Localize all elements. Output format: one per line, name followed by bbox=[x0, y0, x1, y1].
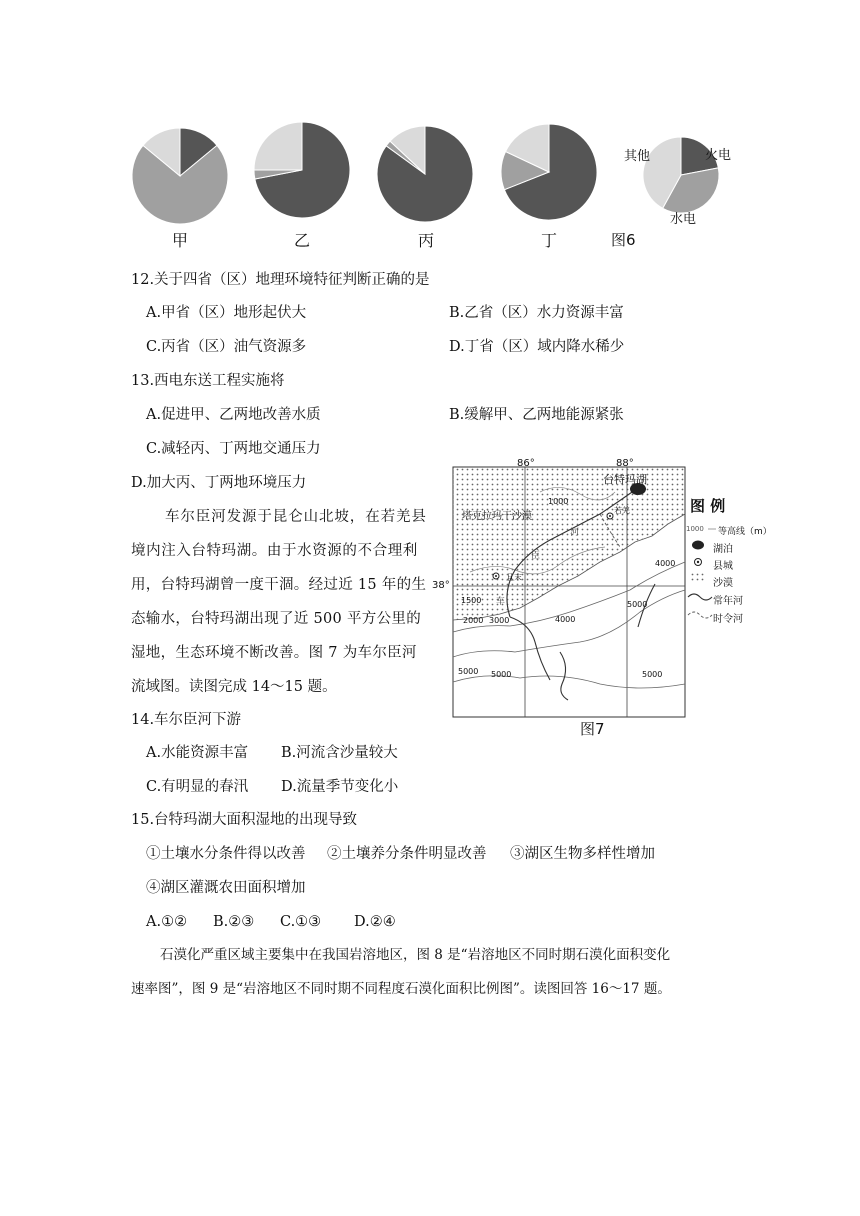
legend-lake-text: 湖泊 bbox=[713, 544, 733, 555]
contour-5000-b: 5000 bbox=[458, 667, 479, 676]
label-desert: 塔克拉玛干沙漠 bbox=[462, 511, 532, 522]
legend-river-text: 常年河 bbox=[713, 596, 743, 607]
lon-86: 86° bbox=[517, 458, 535, 469]
legend-contour-sample: 1000 bbox=[686, 525, 704, 533]
legend-pie-label-hydro: 水电 bbox=[670, 212, 697, 227]
legend-river-glyph bbox=[688, 594, 712, 600]
legend-desert-glyph bbox=[690, 573, 706, 583]
label-qiemo: 且末 bbox=[506, 573, 522, 582]
label-taitema-lake: 台特玛湖 bbox=[603, 473, 647, 486]
contour-5000-a: 5000 bbox=[627, 600, 648, 609]
contour-1500: 1500 bbox=[461, 596, 482, 605]
q14-option-a: A.水能资源丰富 bbox=[146, 745, 249, 761]
lon-88: 88° bbox=[616, 458, 634, 469]
q15-option-c: C.①③ bbox=[280, 914, 322, 930]
legend-pie-label-thermal: 火电 bbox=[705, 148, 732, 163]
figure-7-caption: 图7 bbox=[580, 720, 605, 738]
q14-option-b: B.河流含沙量较大 bbox=[281, 745, 398, 761]
contour-2000: 2000 bbox=[463, 616, 484, 625]
q13-option-b: B.缓解甲、乙两地能源紧张 bbox=[449, 407, 624, 423]
contour-5000-c: 5000 bbox=[491, 670, 512, 679]
lat-38: 38° bbox=[432, 580, 450, 591]
q13-option-c: C.减轻丙、丁两地交通压力 bbox=[146, 441, 321, 457]
legend-town-text: 县城 bbox=[713, 561, 733, 572]
passage2-line-2: 速率图”，图 9 是“岩溶地区不同时期不同程度石漠化面积比例图”。读图回答 16～17 题。 bbox=[131, 981, 671, 997]
label-river-chen: 臣 bbox=[531, 551, 541, 561]
passage1-line-4: 态输水，台特玛湖出现了近 500 平方公里的 bbox=[131, 611, 421, 627]
pie-label-yi: 乙 bbox=[294, 231, 311, 250]
q15-statement-1: ①土壤水分条件得以改善 bbox=[146, 846, 306, 862]
contour-5000-d: 5000 bbox=[642, 670, 663, 679]
figure-6-caption: 图6 bbox=[611, 231, 636, 249]
contour-4000-b: 4000 bbox=[655, 559, 676, 568]
passage1-line-2: 境内注入台特玛湖。由于水资源的不合理利 bbox=[131, 543, 418, 559]
legend-lake-glyph bbox=[692, 541, 704, 550]
q14-option-c: C.有明显的春汛 bbox=[146, 779, 249, 795]
passage1-line-5: 湿地，生态环境不断改善。图 7 为车尔臣河 bbox=[131, 645, 417, 661]
contour-1000: 1000 bbox=[548, 497, 569, 506]
figure-6-pies bbox=[0, 0, 860, 240]
q15-statement-2: ②土壤养分条件明显改善 bbox=[327, 846, 487, 862]
q12-option-a: A.甲省（区）地形起伏大 bbox=[146, 305, 307, 321]
q12-option-b: B.乙省（区）水力资源丰富 bbox=[449, 305, 624, 321]
q15-statement-3: ③湖区生物多样性增加 bbox=[510, 846, 655, 862]
pie-label-jia: 甲 bbox=[172, 231, 189, 250]
pie-label-bing: 丙 bbox=[418, 231, 435, 250]
passage2-line-1: 石漠化严重区域主要集中在我国岩溶地区，图 8 是“岩溶地区不同时期石漠化面积变化 bbox=[160, 947, 671, 963]
label-ruoqiang: 若羌 bbox=[614, 506, 630, 515]
q15-option-b: B.②③ bbox=[213, 914, 255, 930]
q12-option-d: D.丁省（区）域内降水稀少 bbox=[449, 339, 625, 355]
label-river-he: 河 bbox=[570, 528, 580, 538]
q12-stem: 12.关于四省（区）地理环境特征判断正确的是 bbox=[131, 272, 430, 288]
q13-stem: 13.西电东送工程实施将 bbox=[131, 373, 285, 389]
pie-label-ding: 丁 bbox=[541, 231, 558, 250]
map-legend-title: 图 例 bbox=[690, 497, 726, 515]
passage1-line-1: 车尔臣河发源于昆仑山北坡，在若羌县 bbox=[165, 509, 427, 525]
q13-option-a: A.促进甲、乙两地改善水质 bbox=[146, 407, 321, 423]
legend-seasonal-glyph bbox=[688, 612, 712, 618]
q14-stem: 14.车尔臣河下游 bbox=[131, 712, 242, 728]
q14-option-d: D.流量季节变化小 bbox=[281, 779, 399, 795]
q15-statement-4: ④湖区灌溉农田面积增加 bbox=[146, 880, 306, 896]
q13-option-d: D.加大丙、丁两地环境压力 bbox=[131, 475, 307, 491]
contour-3000: 3000 bbox=[489, 616, 510, 625]
passage1-line-6: 流域图。读图完成 14～15 题。 bbox=[131, 679, 337, 695]
contour-4000-a: 4000 bbox=[555, 615, 576, 624]
q15-option-a: A.①② bbox=[146, 914, 188, 930]
q15-option-d: D.②④ bbox=[354, 914, 396, 930]
label-river-che: 车 bbox=[496, 597, 506, 607]
q12-option-c: C.丙省（区）油气资源多 bbox=[146, 339, 307, 355]
pie-yi-slice-other bbox=[254, 122, 302, 170]
legend-contour-text: 等高线（m） bbox=[718, 527, 772, 537]
q15-stem: 15.台特玛湖大面积湿地的出现导致 bbox=[131, 812, 358, 828]
legend-desert-text: 沙漠 bbox=[713, 578, 733, 589]
legend-pie-label-other: 其他 bbox=[624, 149, 651, 164]
passage1-line-3: 用，台特玛湖曾一度干涸。经过近 15 年的生 bbox=[131, 577, 427, 593]
legend-seasonal-text: 时令河 bbox=[713, 614, 743, 625]
